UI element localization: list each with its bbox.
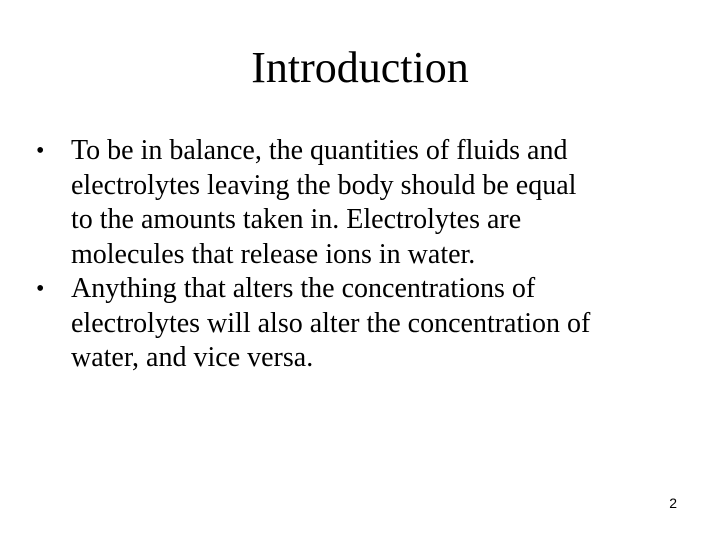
slide-title: Introduction: [251, 43, 469, 92]
bullet-text-line: to the amounts taken in. Electrolytes are: [71, 204, 522, 235]
page-number: 2: [669, 495, 677, 511]
bullet-item: [36, 134, 686, 272]
bullet-item: [36, 272, 686, 376]
bullet-text-line: electrolytes leaving the body should be equal: [71, 169, 577, 201]
bullet-text-line: molecules that release ions in water.: [71, 238, 476, 270]
bullet-list: [36, 134, 686, 376]
bullet-text-line: water, and vice versa.: [71, 342, 314, 373]
bullet-icon: •: [36, 138, 45, 164]
bullet-text-line: electrolytes will also alter the concentration of: [71, 307, 591, 339]
bullet-text-line: To be in balance, the quantities of fluids and: [71, 135, 568, 166]
bullet-icon: •: [36, 276, 45, 302]
bullet-text-line: Anything that alters the concentrations of: [71, 273, 536, 304]
